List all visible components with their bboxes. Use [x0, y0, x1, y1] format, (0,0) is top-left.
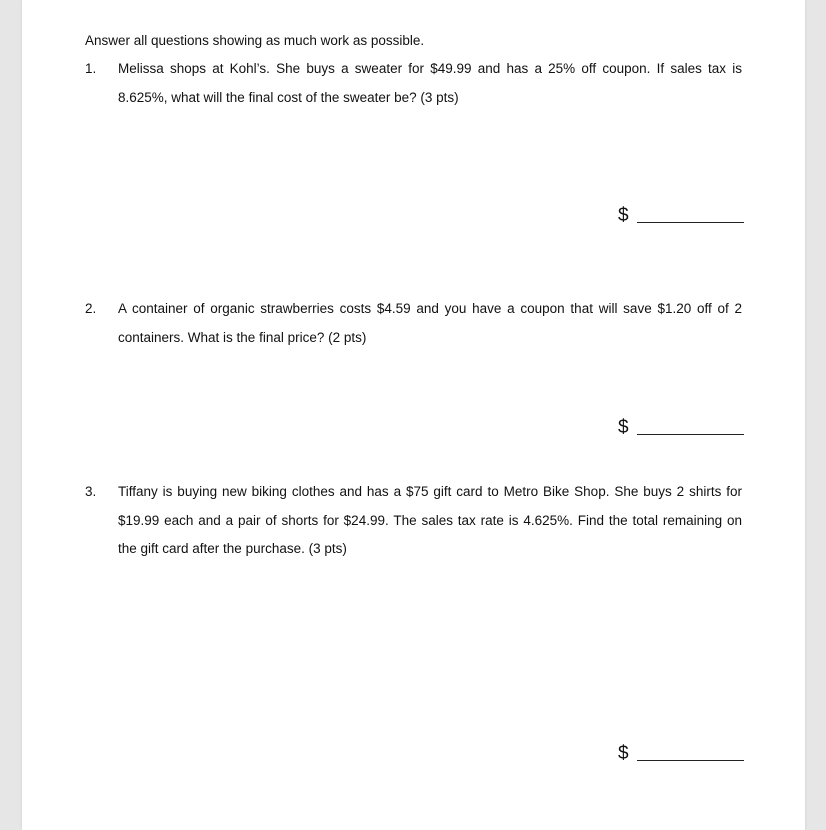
dollar-sign: $ — [618, 417, 629, 438]
answer-blank[interactable] — [637, 434, 744, 435]
answer-line-3[interactable] — [618, 739, 744, 765]
instructions: Answer all questions showing as much work as possible. — [85, 33, 425, 48]
question-number: 1. — [85, 61, 97, 76]
question-text: A container of organic strawberries costs $4.59 and you have a coupon that will save $1.20 off of 2 containers. What is the final price? (2 pts) — [118, 301, 742, 345]
question-number: 2. — [85, 301, 97, 316]
dollar-sign: $ — [618, 205, 629, 226]
answer-blank[interactable] — [637, 760, 744, 761]
answer-blank[interactable] — [637, 222, 744, 223]
answer-line-1[interactable] — [618, 201, 744, 227]
dollar-sign: $ — [618, 743, 629, 764]
question-text: Tiffany is buying new biking clothes and has a $75 gift card to Metro Bike Shop. She buys 2 shirts for $19.99 each and a pair of shorts for $24.99. The sales tax rate is 4.625%. Find the total remaining on the gift card after the purchase. (3 pts) — [118, 484, 742, 556]
answer-line-2[interactable] — [618, 413, 744, 439]
question-number: 3. — [85, 484, 97, 499]
worksheet-page — [22, 0, 805, 830]
question-text: Melissa shops at Kohl’s. She buys a sweater for $49.99 and has a 25% off coupon. If sales tax is 8.625%, what will the final cost of the sweater be? (3 pts) — [118, 61, 742, 105]
